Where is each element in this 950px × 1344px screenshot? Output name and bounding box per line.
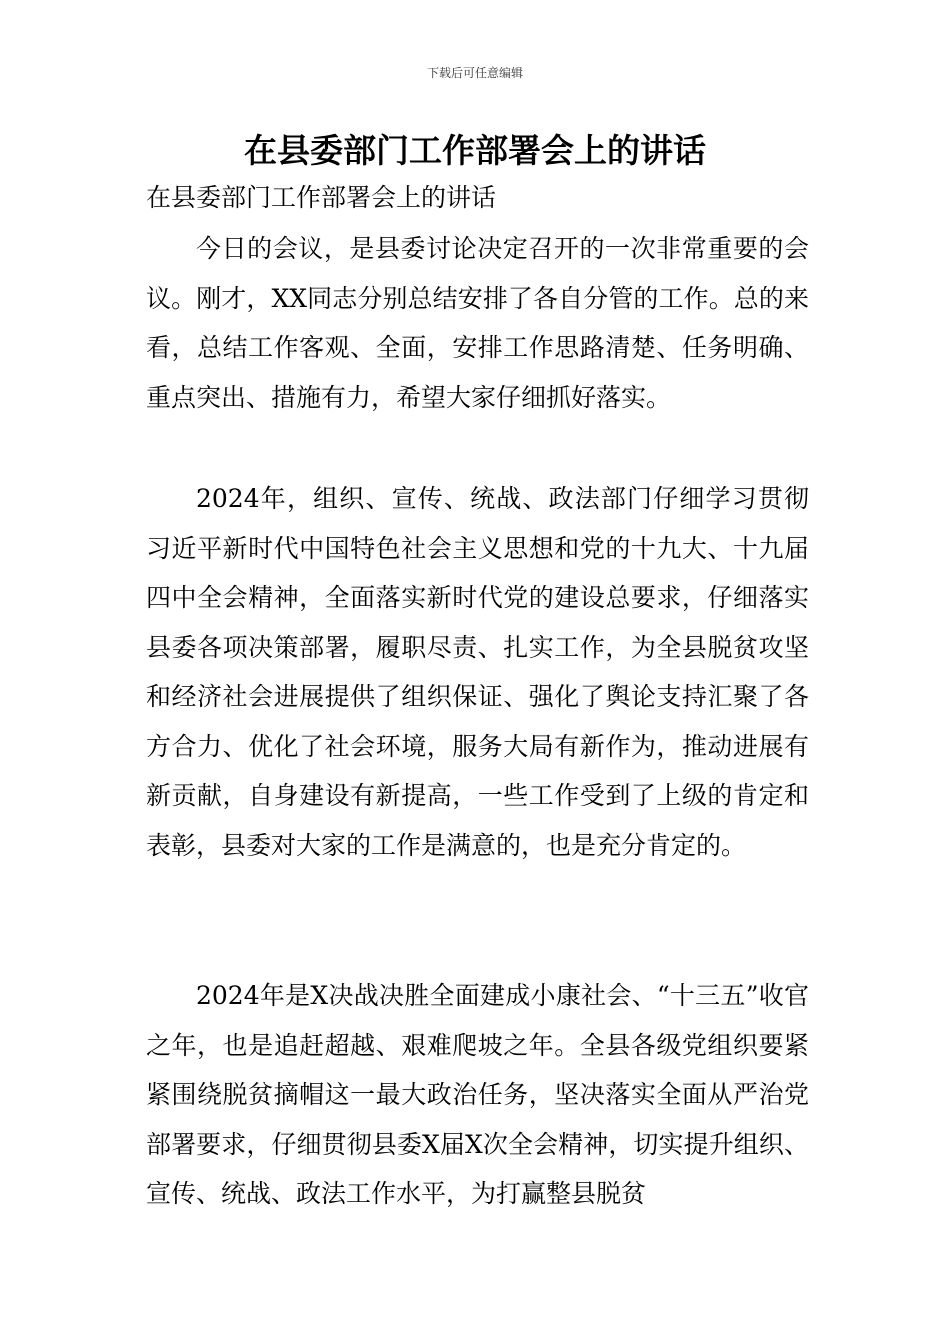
paragraph-review-2024: 2024年，组织、宣传、统战、政法部门仔细学习贯彻习近平新时代中国特色社会主义思想和党的十九大、十九届四中全会精神，全面落实新时代党的建设总要求，仔细落实县委各项决策部署，履职尽责、扎实工作，为全县脱贫攻坚和经济社会进展提供了组织保证、强化了舆论支持汇聚了各方合力、优化了社会环境，服务大局有新作为，推动进展有新贡献，自身建设有新提高，一些工作受到了上级的肯定和表彰，县委对大家的工作是满意的，也是充分肯定的。 — [146, 484, 809, 860]
paragraph-opening: 今日的会议，是县委讨论决定召开的一次非常重要的会议。刚才，XX同志分别总结安排了各自分管的工作。总的来看，总结工作客观、全面，安排工作思路清楚、任务明确、重点突出、措施有力，希望大家仔细抓好落实。 — [146, 234, 809, 412]
paragraph-tasks-2024: 2024年是X决战决胜全面建成小康社会、“十三五”收官之年，也是追赶超越、艰难爬坡之年。全县各级党组织要紧紧围绕脱贫摘帽这一最大政治任务，坚决落实全面从严治党部署要求，仔细贯彻县委X届X次全会精神，切实提升组织、宣传、统战、政法工作水平，为打赢整县脱贫 — [146, 981, 809, 1208]
document-subtitle: 在县委部门工作部署会上的讲话 — [146, 183, 497, 212]
header-note: 下载后可任意编辑 — [426, 66, 523, 80]
document-title: 在县委部门工作部署会上的讲话 — [244, 131, 706, 170]
